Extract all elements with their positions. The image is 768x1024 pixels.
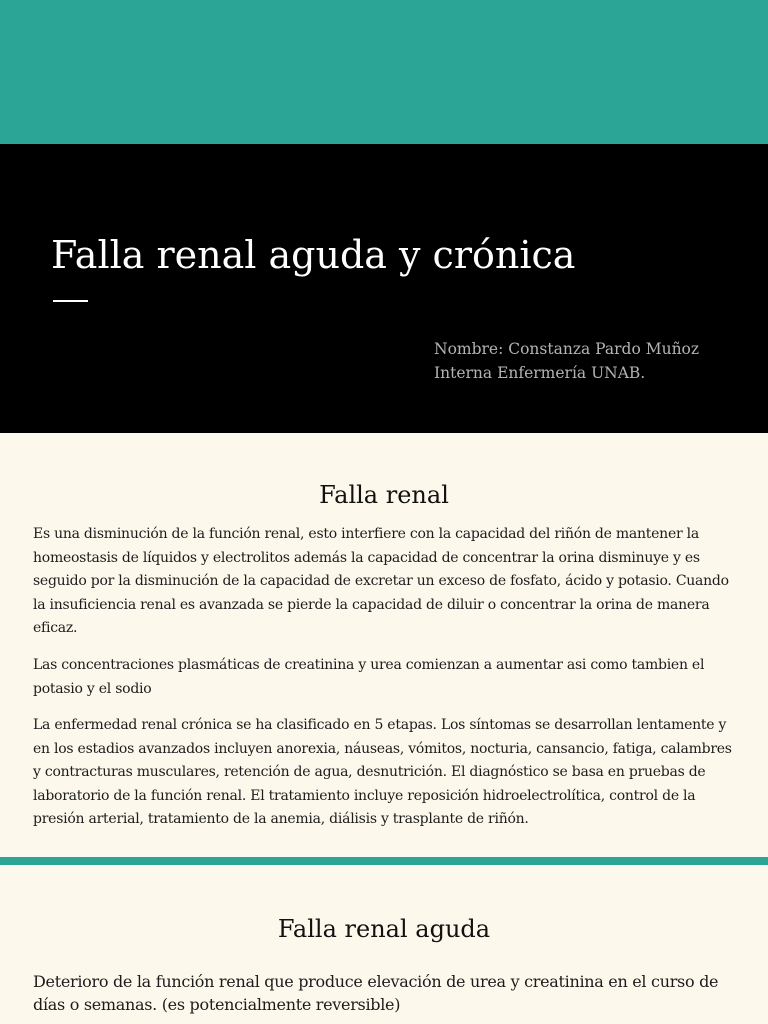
author-name: Nombre: Constanza Pardo Muñoz — [434, 340, 700, 358]
title-underline-rule — [53, 300, 88, 302]
slide-falla-renal-aguda — [0, 865, 768, 1024]
paragraph-definition: Es una disminución de la función renal, esto interfiere con la capacidad del riñón de mantener la homeostasis de líquidos y electrolitos además la capacidad de concentrar la orina disminuye y es seguido por la disminución de la capacidad de excretar un exceso de fosfato, ácido y potasio. Cuando la insuficiencia renal es avanzada se pierde la capacidad de diluir o concentrar la orina de manera eficaz. — [33, 526, 729, 636]
paragraph-chronic-disease: La enfermedad renal crónica se ha clasificado en 5 etapas. Los síntomas se desarrollan lentamente y en los estadios avanzados incluyen anorexia, náuseas, vómitos, nocturia, cansancio, fatiga, calambres y contracturas musculares, retención de agua, desnutrición. El diagnóstico se basa en pruebas de laboratorio de la función renal. El tratamiento incluye reposición hidroelectrolítica, control de la presión arterial, tratamiento de la anemia, diálisis y trasplante de riñón. — [33, 717, 732, 827]
paragraph-concentrations: Las concentraciones plasmáticas de creatinina y urea comienzan a aumentar asi como tambien el potasio y el sodio — [33, 657, 705, 697]
presentation-title: Falla renal aguda y crónica — [51, 233, 576, 277]
slide-divider — [0, 857, 768, 865]
author-role: Interna Enfermería UNAB. — [434, 364, 646, 382]
slide-heading: Falla renal aguda — [277, 915, 491, 943]
paragraph-acute-definition: Deterioro de la función renal que produce elevación de urea y creatinina en el curso de días o semanas. (es potencialmente reversible) — [33, 972, 719, 1014]
title-slide — [0, 144, 768, 433]
teal-header-band — [0, 0, 768, 144]
slide-falla-renal — [0, 433, 768, 857]
slide-heading: Falla renal — [319, 481, 449, 509]
author-block — [434, 337, 699, 385]
